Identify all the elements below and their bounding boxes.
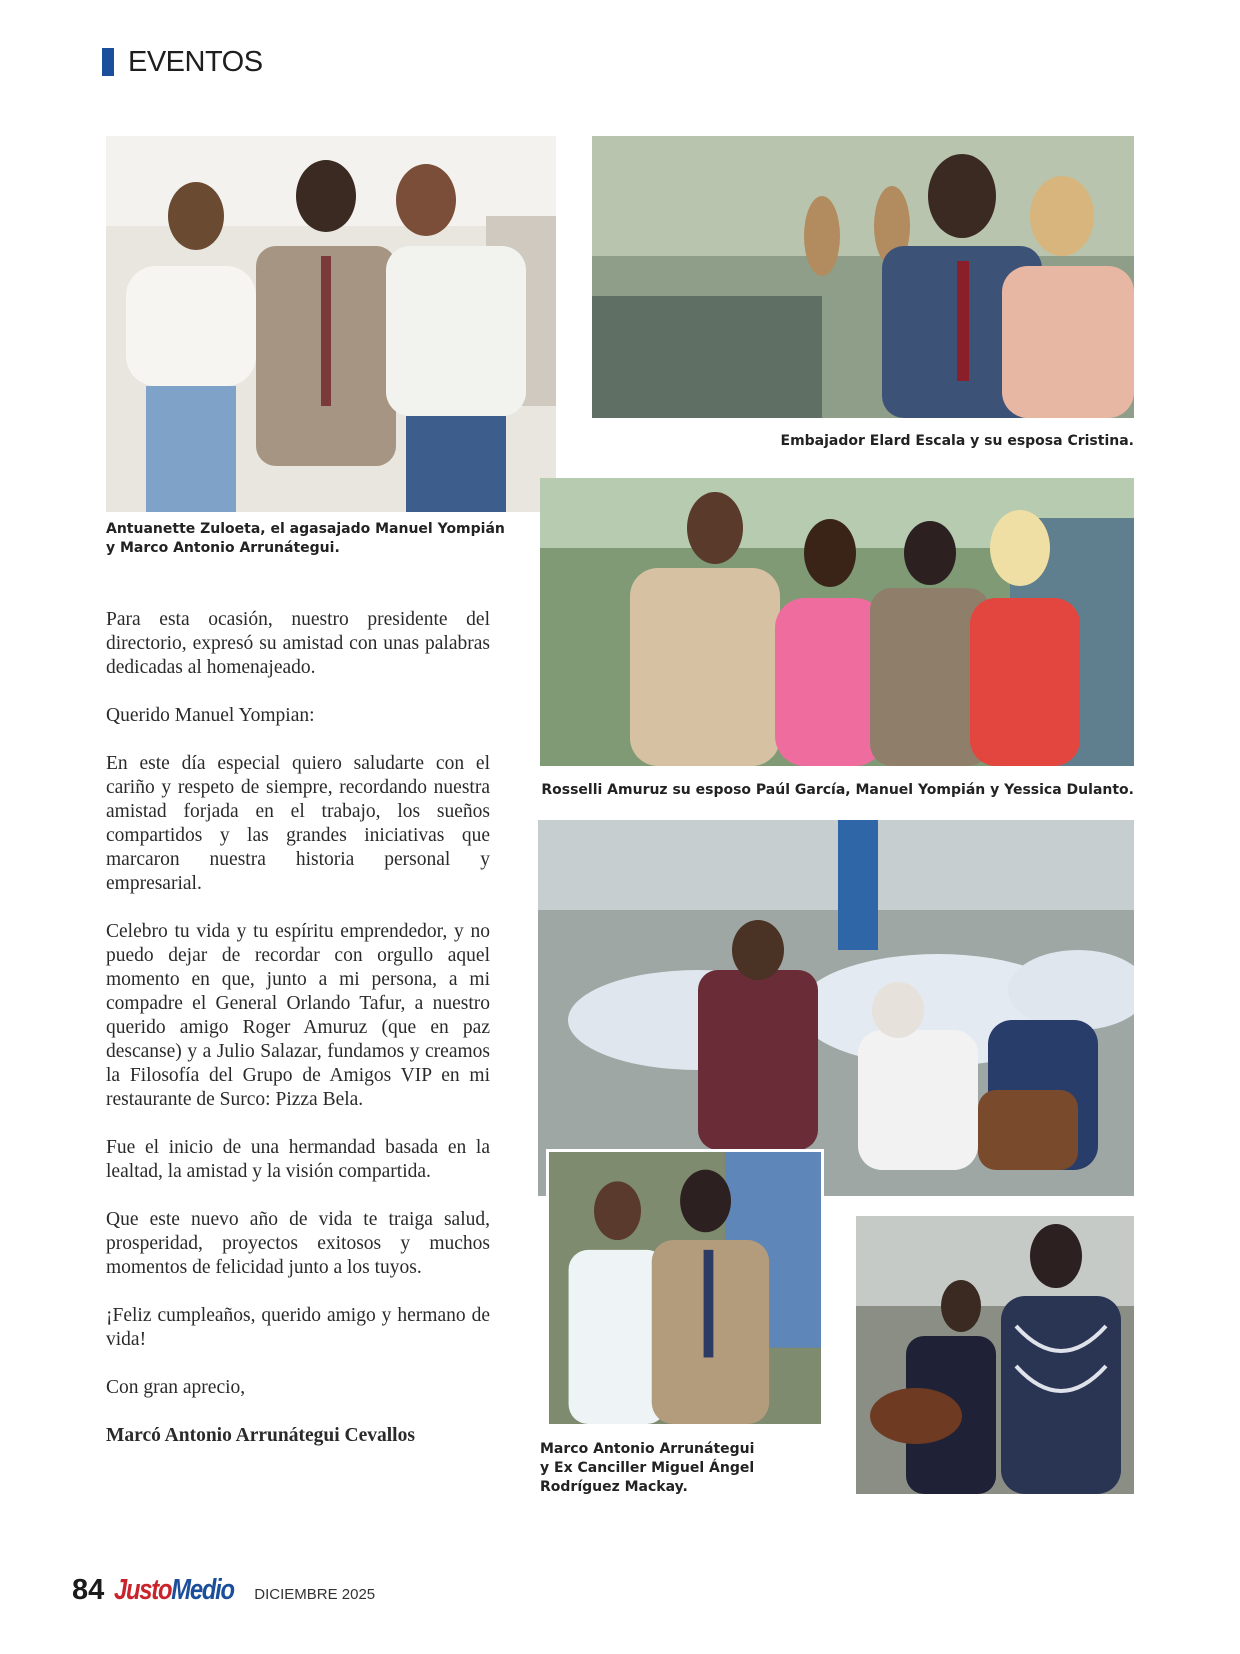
photo-arrunategui-rodriguez-mackay: [546, 1149, 824, 1427]
photo-amuruz-garcia-yompian-dulanto: [540, 478, 1134, 766]
section-title: EVENTOS: [128, 45, 263, 78]
section-header: [102, 46, 263, 78]
photo-zuloeta-yompian-arrunategui: [106, 136, 556, 512]
article-paragraph: Querido Manuel Yompian:: [106, 705, 315, 726]
article-paragraph: Que este nuevo año de vida te traiga salud, prosperidad, proyectos exitosos y muchos momentos de felicidad junto a los tuyos.: [106, 1209, 490, 1278]
brand-logo-medio: Medio: [171, 1574, 235, 1606]
photo-caption: Antuanette Zuloeta, el agasajado Manuel Yompián y Marco Antonio Arrunátegui.: [106, 521, 505, 556]
article-paragraph: ¡Feliz cumpleaños, querido amigo y hermano de vida!: [106, 1305, 490, 1350]
photo-elard-escala-cristina: [592, 136, 1134, 418]
photo-caption: Rosselli Amuruz su esposo Paúl García, Manuel Yompián y Yessica Dulanto.: [541, 782, 1134, 798]
page-footer: [72, 1574, 375, 1610]
article-paragraph: Con gran aprecio,: [106, 1377, 246, 1398]
page-number: 84: [72, 1574, 105, 1606]
article-body: [106, 608, 490, 1472]
article-paragraph: En este día especial quiero saludarte con el cariño y respeto de siempre, recordando nuestra amistad forjada en el trabajo, los sueños compartidos y las grandes iniciativas que marcaron nuestra historia personal y empresarial.: [106, 753, 490, 894]
article-signature: Marcó Antonio Arrunátegui Cevallos: [106, 1425, 415, 1446]
issue-date: DICIEMBRE 2025: [254, 1586, 376, 1603]
article-paragraph: Celebro tu vida y tu espíritu emprendedor, y no puedo dejar de recordar con orgullo aquel momento en que, junto a mi persona, a mi compadre el General Orlando Tafur, a nuestro querido amigo Roger Amuruz (que en paz descanse) y a Julio Salazar, fundamos y creamos la Filosofía del Grupo de Amigos VIP en mi restaurante de Surco: Pizza Bela.: [106, 921, 490, 1110]
photo-banquet-guests: [538, 820, 1134, 1196]
photo-caption: Marco Antonio Arrunátegui y Ex Canciller Miguel Ángel Rodríguez Mackay.: [540, 1441, 755, 1495]
brand-logo-justo: Justo: [114, 1574, 172, 1606]
photo-caption: Embajador Elard Escala y su esposa Cristina.: [780, 433, 1134, 449]
article-paragraph: Para esta ocasión, nuestro presidente del directorio, expresó su amistad con unas palabras dedicadas al homenajeado.: [106, 609, 490, 678]
brand-logo: [114, 1574, 235, 1607]
photo-mariachi-performers: [856, 1216, 1134, 1494]
article-paragraph: Fue el inicio de una hermandad basada en la lealtad, la amistad y la visión compartida.: [106, 1137, 490, 1182]
section-accent-bar: [102, 48, 114, 76]
